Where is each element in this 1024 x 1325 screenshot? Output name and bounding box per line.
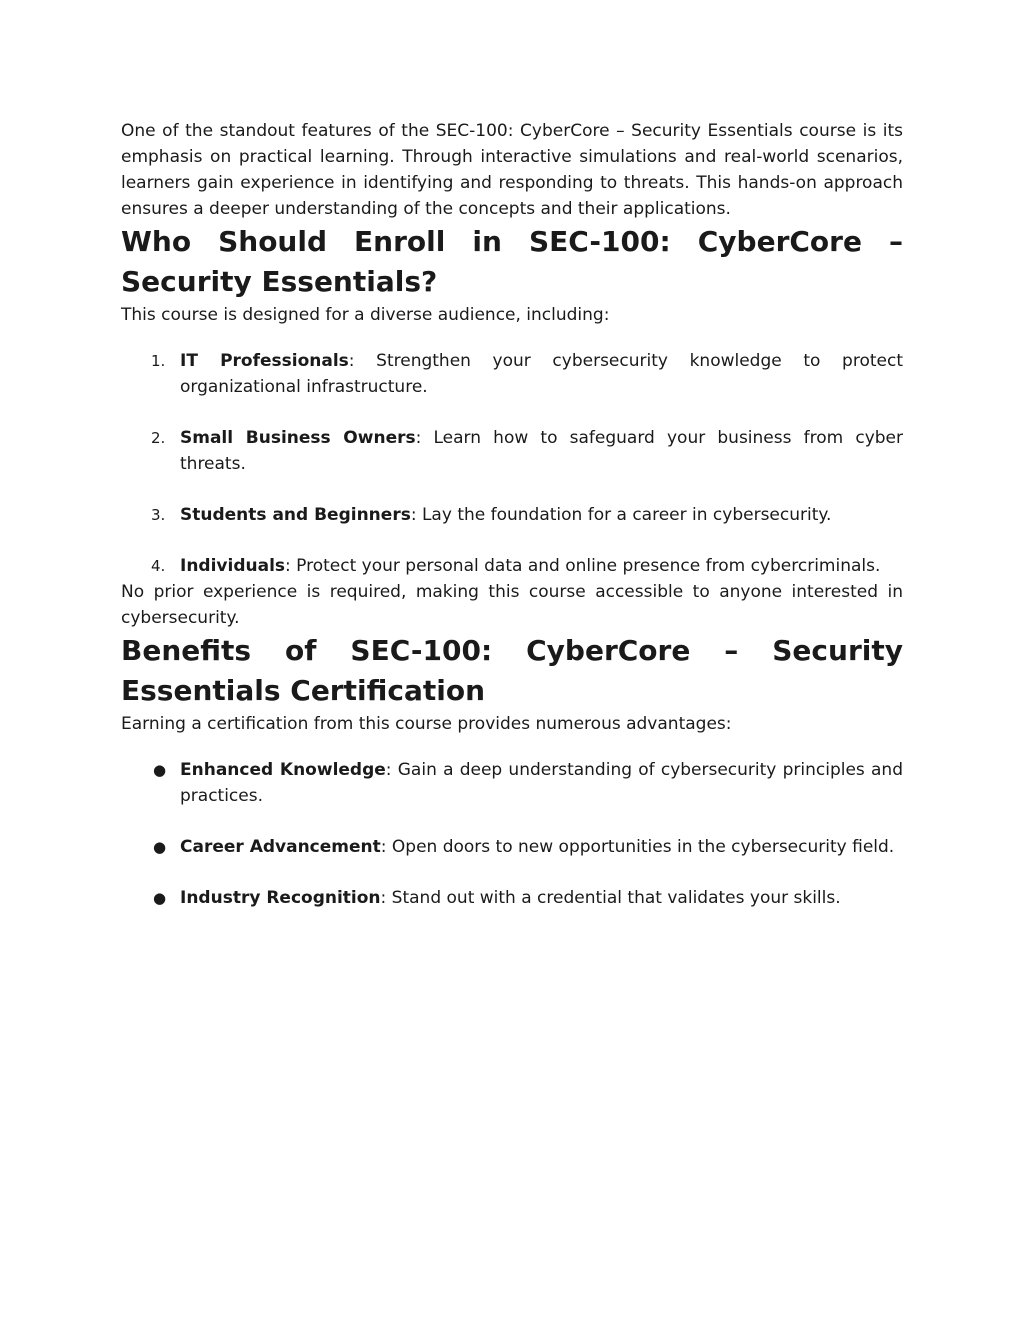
list-item-text: : Gain a deep understanding of cybersecurity principles and practices. (180, 760, 903, 806)
list-item (121, 757, 903, 809)
bullet-icon: ● (153, 761, 167, 779)
list-number: 2. (151, 429, 166, 447)
list-item-term: Individuals (180, 556, 286, 576)
list-item-text: : Open doors to new opportunities in the cybersecurity field. (380, 837, 895, 857)
list-item-term: Students and Beginners (180, 505, 411, 525)
list-item-text: : Stand out with a credential that validates your skills. (380, 888, 841, 908)
list-item-term: Small Business Owners (180, 428, 416, 448)
list-item-text: : Protect your personal data and online presence from cybercriminals. (285, 556, 881, 576)
list-number: 1. (151, 352, 166, 370)
list-item-term: Enhanced Knowledge (180, 760, 386, 780)
list-item (121, 348, 903, 400)
list-item (121, 553, 903, 579)
list-item-text: : Lay the foundation for a career in cybersecurity. (410, 505, 832, 525)
bullet-icon: ● (153, 838, 167, 856)
audience-lead-paragraph: This course is designed for a diverse audience, including: (121, 305, 610, 325)
list-item-text: : Learn how to safeguard your business from cyber threats. (180, 428, 903, 474)
list-item (121, 834, 903, 860)
no-experience-paragraph: No prior experience is required, making this course accessible to anyone interested in cybersecurity. (121, 582, 903, 628)
list-number: 3. (151, 506, 166, 524)
benefits-lead-paragraph: Earning a certification from this course provides numerous advantages: (121, 714, 732, 734)
list-item-term: Industry Recognition (180, 888, 381, 908)
list-number: 4. (151, 557, 166, 575)
list-item (121, 425, 903, 477)
benefits-list (121, 757, 903, 911)
list-item-term: IT Professionals (180, 351, 349, 371)
document-page (121, 118, 903, 911)
intro-paragraph: One of the standout features of the SEC-100: CyberCore – Security Essentials course is its emphasis on practical learning. Through interactive simulations and real-world scenarios, learners gain experience in identifying and responding to threats. This hands-on approach ensures a deeper understanding of the concepts and their applications. (121, 121, 903, 219)
list-item (121, 502, 903, 528)
who-should-enroll-heading: Who Should Enroll in SEC-100: CyberCore – Security Essentials? (121, 225, 903, 298)
benefits-heading: Benefits of SEC-100: CyberCore – Security Essentials Certification (121, 634, 903, 707)
list-item-term: Career Advancement (180, 837, 381, 857)
bullet-icon: ● (153, 889, 167, 907)
audience-list (121, 348, 903, 579)
list-item (121, 885, 903, 911)
list-item-text: : Strengthen your cybersecurity knowledge to protect organizational infrastructure. (180, 351, 904, 397)
